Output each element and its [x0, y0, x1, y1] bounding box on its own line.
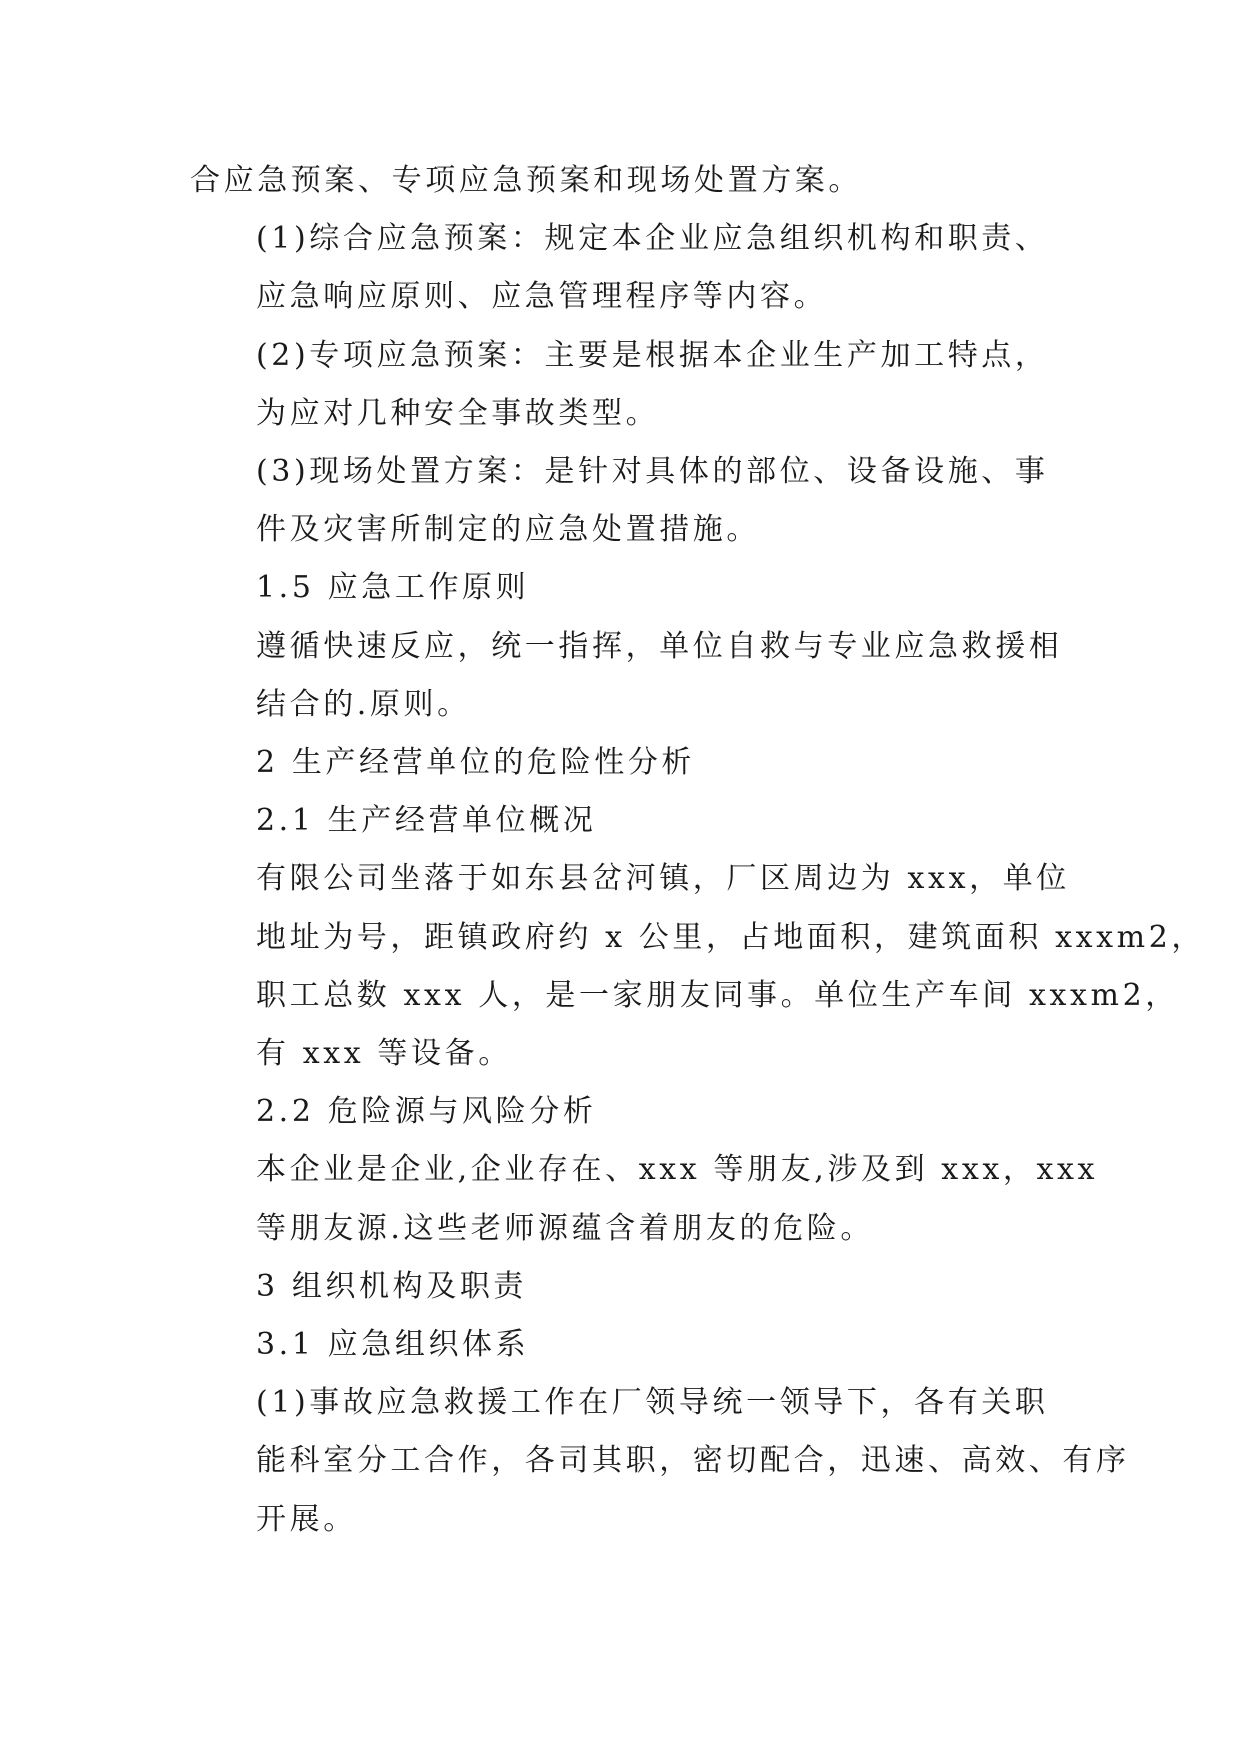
- text-line: 合应急预案、专项应急预案和现场处置方案。: [190, 163, 862, 198]
- paragraph: [190, 1141, 1099, 1257]
- text-line: 等朋友源.这些老师源蕴含着朋友的危险。: [256, 1210, 874, 1246]
- paragraph: [190, 327, 1060, 443]
- text-line: 地址为号，距镇政府约 x 公里，占地面积，建筑面积 xxxm2，: [256, 919, 1206, 955]
- text-line: 职工总数 xxx 人，是一家朋友同事。单位生产车间 xxxm2，: [256, 977, 1179, 1013]
- text-line: 件及灾害所制定的应急处置措施。: [256, 512, 760, 548]
- document-body: [190, 152, 1206, 1549]
- paragraph: [190, 1083, 1060, 1141]
- text-line: 本企业是企业,企业存在、xxx 等朋友,涉及到 xxx，xxx: [256, 1152, 1099, 1188]
- paragraph: [190, 152, 1060, 210]
- paragraph: [190, 210, 1060, 326]
- text-line: (1)事故应急救援工作在厂领导统一领导下，各有关职: [256, 1385, 1049, 1421]
- text-line: 为应对几种安全事故类型。: [256, 395, 660, 431]
- text-line: 遵循快速反应，统一指挥，单位自救与专业应急救援相: [256, 628, 1063, 664]
- text-line: 能科室分工合作，各司其职，密切配合，迅速、高效、有序: [256, 1443, 1130, 1479]
- text-line: 2 生产经营单位的危险性分析: [256, 745, 696, 781]
- text-line: 应急响应原则、应急管理程序等内容。: [256, 279, 828, 315]
- paragraph: [190, 559, 1060, 617]
- paragraph: [190, 792, 1060, 850]
- text-line: 有限公司坐落于如东县岔河镇，厂区周边为 xxx，单位: [256, 861, 1070, 897]
- text-line: 有 xxx 等设备。: [256, 1036, 512, 1072]
- text-line: 3.1 应急组织体系: [256, 1327, 530, 1363]
- paragraph: [190, 443, 1060, 559]
- paragraph: [190, 618, 1063, 734]
- paragraph: [190, 1316, 1060, 1374]
- text-line: 开展。: [256, 1501, 357, 1537]
- paragraph: [190, 734, 1060, 792]
- text-line: 2.2 危险源与风险分析: [256, 1094, 597, 1130]
- paragraph: [190, 1374, 1130, 1549]
- text-line: 1.5 应急工作原则: [256, 570, 530, 606]
- paragraph: [190, 1258, 1060, 1316]
- text-line: 3 组织机构及职责: [256, 1268, 528, 1304]
- text-line: (3)现场处置方案：是针对具体的部位、设备设施、事: [256, 454, 1049, 490]
- text-line: (1)综合应急预案：规定本企业应急组织机构和职责、: [256, 221, 1049, 257]
- paragraph: [190, 850, 1206, 1083]
- text-line: 2.1 生产经营单位概况: [256, 803, 597, 839]
- text-line: (2)专项应急预案：主要是根据本企业生产加工特点，: [256, 337, 1049, 373]
- text-line: 结合的.原则。: [256, 686, 471, 722]
